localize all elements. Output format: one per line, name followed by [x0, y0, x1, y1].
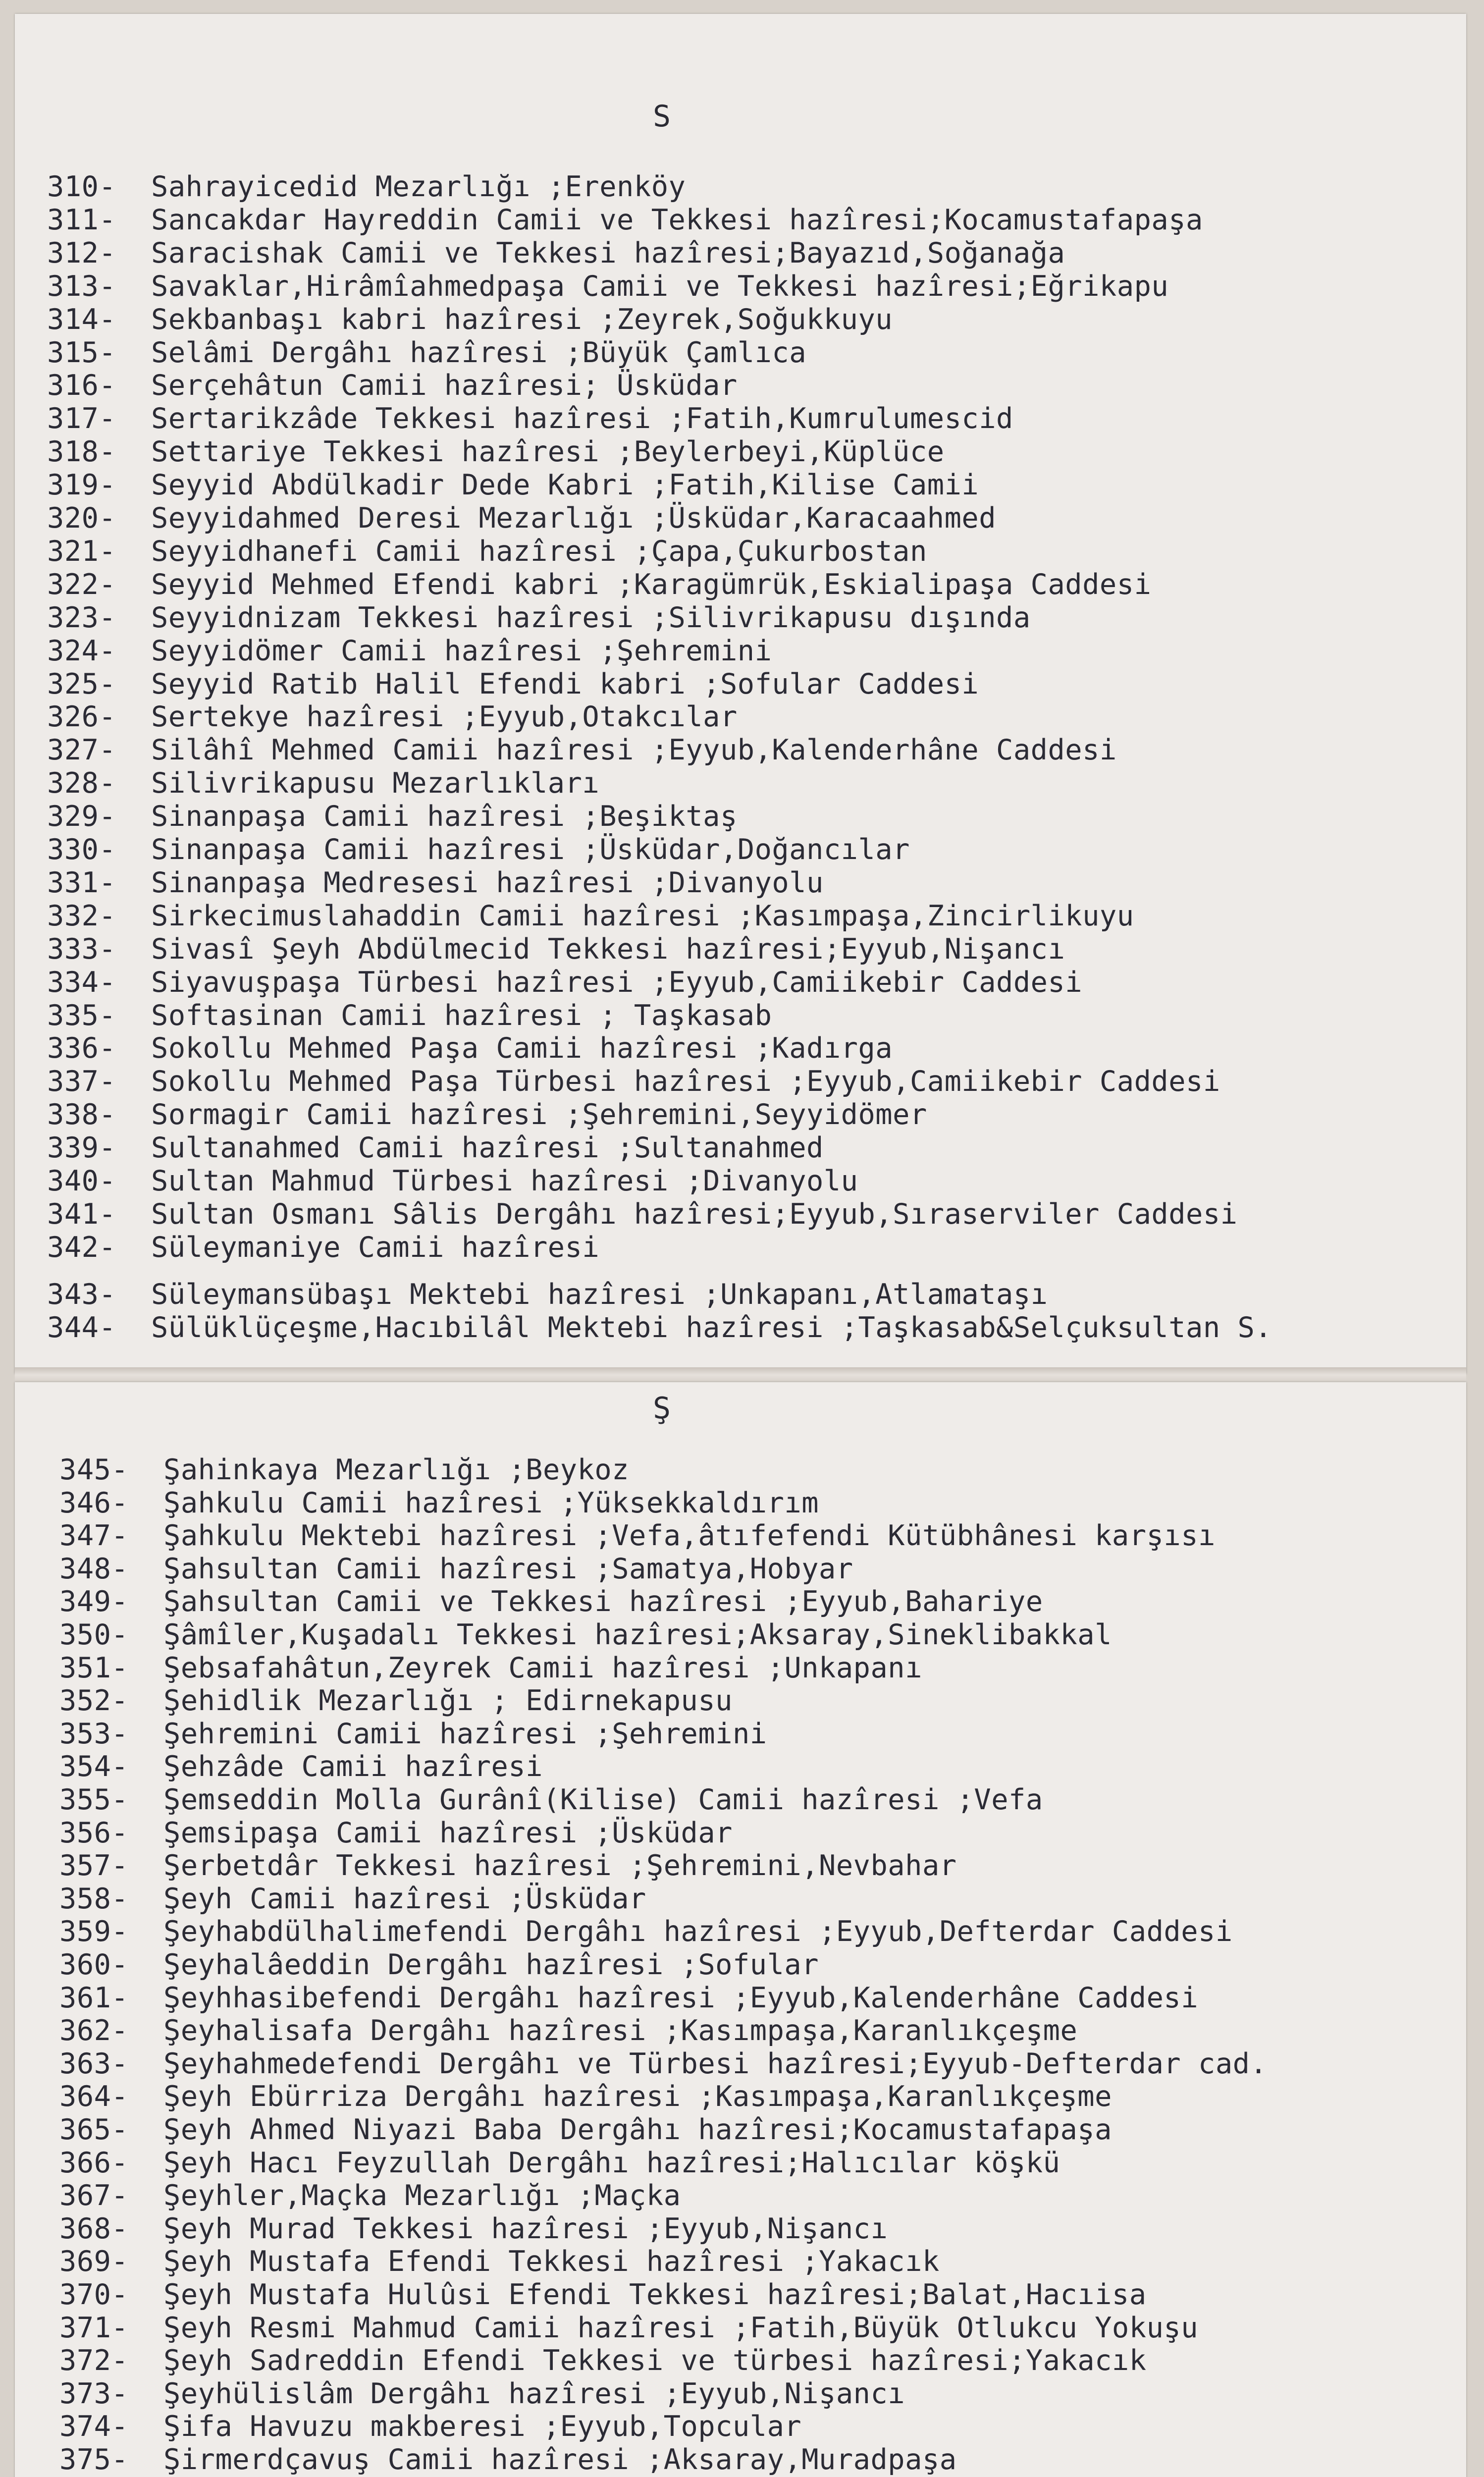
- entry-row: [59, 2444, 957, 2476]
- entry-text: Sirkecimuslahaddin Camii hazîresi ;Kasımpaşa,Zincirlikuyu: [151, 899, 1134, 932]
- entry-row: [59, 1487, 819, 1519]
- entry-number: 365-: [59, 2113, 129, 2146]
- entry-text: Sahrayicedid Mezarlığı ;Erenköy: [151, 170, 686, 203]
- entry-text: Şahkulu Camii hazîresi ;Yüksekkaldırım: [163, 1486, 819, 1519]
- entry-text: Seyyid Ratib Halil Efendi kabri ;Sofular Caddesi: [151, 667, 979, 700]
- entry-text: Süleymansübaşı Mektebi hazîresi ;Unkapanı,Atlamataşı: [151, 1278, 1048, 1311]
- entry-row: [47, 1066, 1220, 1097]
- entry-text: Şeyhhasibefendi Dergâhı hazîresi ;Eyyub,Kalenderhâne Caddesi: [163, 1981, 1199, 2014]
- entry-number: 338-: [47, 1098, 116, 1131]
- entry-row: [59, 1718, 767, 1750]
- entry-text: Seyyidömer Camii hazîresi ;Şehremini: [151, 634, 772, 667]
- entry-number: 324-: [47, 634, 116, 667]
- entry-row: [59, 2015, 1077, 2046]
- entry-number: 349-: [59, 1585, 129, 1618]
- entry-text: Seyyid Abdülkadir Dede Kabri ;Fatih,Kilise Camii: [151, 469, 979, 502]
- entry-text: Sertekye hazîresi ;Eyyub,Otakcılar: [151, 700, 738, 734]
- entry-row: [47, 767, 599, 799]
- entry-text: Şeyhülislâm Dergâhı hazîresi ;Eyyub,Nişancı: [163, 2377, 905, 2410]
- entry-number: 364-: [59, 2080, 129, 2113]
- entry-row: [47, 701, 738, 733]
- entry-number: 367-: [59, 2179, 129, 2212]
- entry-text: Şehidlik Mezarlığı ; Edirnekapusu: [163, 1684, 733, 1718]
- entry-row: [47, 436, 945, 468]
- entry-row: [47, 867, 824, 899]
- entry-text: Şahkulu Mektebi hazîresi ;Vefa,âtıfefendi Kütübhânesi karşısı: [163, 1519, 1216, 1553]
- entry-number: 320-: [47, 502, 116, 535]
- entry-row: [59, 1454, 629, 1486]
- entry-text: Sultanahmed Camii hazîresi ;Sultanahmed: [151, 1131, 824, 1165]
- entry-row: [59, 1685, 733, 1717]
- entry-text: Sokollu Mehmed Paşa Camii hazîresi ;Kadırga: [151, 1032, 893, 1065]
- entry-row: [59, 1751, 543, 1782]
- entry-number: 363-: [59, 2047, 129, 2080]
- entry-row: [59, 2246, 940, 2277]
- entry-text: Şeyhabdülhalimefendi Dergâhı hazîresi ;Eyyub,Defterdar Caddesi: [163, 1915, 1233, 1948]
- entry-number: 355-: [59, 1783, 129, 1816]
- entry-row: [47, 1032, 893, 1064]
- entry-number: 322-: [47, 568, 116, 601]
- entry-text: Sertarikzâde Tekkesi hazîresi ;Fatih,Kumrulumescid: [151, 402, 1013, 435]
- entry-number: 310-: [47, 170, 116, 203]
- entry-row: [47, 1132, 824, 1164]
- entry-text: Softasinan Camii hazîresi ; Taşkasab: [151, 999, 772, 1032]
- entry-text: Şeyh Sadreddin Efendi Tekkesi ve türbesi hazîresi;Yakacık: [163, 2344, 1147, 2377]
- entry-number: 323-: [47, 601, 116, 634]
- entry-row: [59, 1817, 733, 1849]
- entry-row: [59, 2180, 681, 2211]
- entry-text: Şeyh Ahmed Niyazi Baba Dergâhı hazîresi;Kocamustafapaşa: [163, 2113, 1112, 2146]
- entry-number: 346-: [59, 1486, 129, 1519]
- entry-text: Şeyhler,Maçka Mezarlığı ;Maçka: [163, 2179, 681, 2212]
- entry-number: 312-: [47, 236, 116, 269]
- entry-row: [47, 801, 738, 832]
- entry-row: [59, 1619, 1112, 1651]
- entry-text: Süleymaniye Camii hazîresi: [151, 1231, 600, 1264]
- entry-text: Seyyidahmed Deresi Mezarlığı ;Üsküdar,Karacaahmed: [151, 502, 997, 535]
- entry-text: Şehzâde Camii hazîresi: [163, 1750, 543, 1783]
- entry-number: 361-: [59, 1981, 129, 2014]
- paper-fold: [15, 1367, 1466, 1384]
- entry-row: [47, 502, 996, 534]
- entry-text: Seyyid Mehmed Efendi kabri ;Karagümrük,Eskialipaşa Caddesi: [151, 568, 1152, 601]
- entry-row: [47, 337, 806, 369]
- entry-number: 336-: [47, 1032, 116, 1065]
- entry-row: [59, 2081, 1112, 2112]
- entry-text: Şeyhalâeddin Dergâhı hazîresi ;Sofular: [163, 1948, 819, 1981]
- entry-text: Şahsultan Camii ve Tekkesi hazîresi ;Eyyub,Bahariye: [163, 1585, 1043, 1618]
- entry-row: [47, 602, 1031, 634]
- entry-row: [47, 1232, 599, 1263]
- entry-text: Seyyidhanefi Camii hazîresi ;Çapa,Çukurbostan: [151, 535, 927, 568]
- entry-number: 314-: [47, 303, 116, 336]
- entry-number: 331-: [47, 866, 116, 899]
- entry-row: [47, 834, 910, 865]
- entry-row: [47, 967, 1082, 998]
- entry-text: Şerbetdâr Tekkesi hazîresi ;Şehremini,Nevbahar: [163, 1849, 957, 1883]
- entry-number: 350-: [59, 1618, 129, 1651]
- entry-row: [59, 2279, 1147, 2311]
- entry-row: [47, 536, 927, 567]
- entry-number: 354-: [59, 1750, 129, 1783]
- entry-number: 318-: [47, 435, 116, 469]
- entry-number: 341-: [47, 1197, 116, 1231]
- entry-row: [59, 1652, 922, 1684]
- entry-row: [59, 1520, 1216, 1552]
- entry-text: Şifa Havuzu makberesi ;Eyyub,Topcular: [163, 2410, 802, 2443]
- entry-number: 351-: [59, 1651, 129, 1684]
- entry-number: 357-: [59, 1849, 129, 1883]
- entry-row: [59, 2147, 1060, 2179]
- entry-number: 371-: [59, 2311, 129, 2344]
- entry-row: [59, 1850, 957, 1882]
- entry-row: [47, 900, 1134, 932]
- entry-number: 344-: [47, 1311, 116, 1344]
- entry-number: 327-: [47, 734, 116, 767]
- entry-text: Sülüklüçeşme,Hacıbilâl Mektebi hazîresi ;Taşkasab&Selçuksultan S.: [151, 1311, 1272, 1344]
- entry-text: Şemsipaşa Camii hazîresi ;Üsküdar: [163, 1816, 733, 1849]
- entry-text: Sormagir Camii hazîresi ;Şehremini,Seyyidömer: [151, 1098, 927, 1131]
- entry-row: [59, 2213, 888, 2245]
- entry-row: [59, 2378, 905, 2410]
- entry-number: 317-: [47, 402, 116, 435]
- entry-text: Selâmi Dergâhı hazîresi ;Büyük Çamlıca: [151, 336, 807, 369]
- entry-number: 319-: [47, 469, 116, 502]
- entry-number: 347-: [59, 1519, 129, 1553]
- entry-row: [47, 734, 1117, 766]
- entry-row: [47, 1165, 858, 1197]
- entry-number: 370-: [59, 2278, 129, 2311]
- entry-number: 360-: [59, 1948, 129, 1981]
- entry-text: Şâmîler,Kuşadalı Tekkesi hazîresi;Aksaray,Sineklibakkal: [163, 1618, 1112, 1651]
- entry-text: Sokollu Mehmed Paşa Türbesi hazîresi ;Eyyub,Camiikebir Caddesi: [151, 1065, 1220, 1098]
- entry-row: [59, 2048, 1267, 2080]
- entry-number: 332-: [47, 899, 116, 932]
- entry-row: [47, 1099, 927, 1131]
- entry-row: [47, 1000, 772, 1031]
- entry-number: 342-: [47, 1231, 116, 1264]
- entry-text: Şeyh Mustafa Hulûsi Efendi Tekkesi hazîresi;Balat,Hacıisa: [163, 2278, 1147, 2311]
- entry-row: [47, 403, 1013, 434]
- entry-text: Şeyh Ebürriza Dergâhı hazîresi ;Kasımpaşa,Karanlıkçeşme: [163, 2080, 1112, 2113]
- entry-number: 345-: [59, 1454, 129, 1486]
- entry-text: Silâhî Mehmed Camii hazîresi ;Eyyub,Kalenderhâne Caddesi: [151, 734, 1117, 767]
- entry-row: [47, 1312, 1272, 1344]
- entry-number: 352-: [59, 1684, 129, 1718]
- entry-row: [59, 1949, 819, 1981]
- entry-number: 337-: [47, 1065, 116, 1098]
- entry-number: 321-: [47, 535, 116, 568]
- entry-number: 328-: [47, 767, 116, 800]
- entry-row: [59, 2345, 1147, 2376]
- entry-row: [59, 2114, 1112, 2146]
- entry-text: Seyyidnizam Tekkesi hazîresi ;Silivrikapusu dışında: [151, 601, 1031, 634]
- entry-text: Sinanpaşa Medresesi hazîresi ;Divanyolu: [151, 866, 824, 899]
- entry-number: 368-: [59, 2212, 129, 2245]
- entry-text: Saracishak Camii ve Tekkesi hazîresi;Bayazıd,Soğanağa: [151, 236, 1065, 269]
- entry-row: [47, 237, 1065, 269]
- entry-number: 335-: [47, 999, 116, 1032]
- entry-text: Şeyhalisafa Dergâhı hazîresi ;Kasımpaşa,Karanlıkçeşme: [163, 2014, 1078, 2047]
- entry-row: [59, 2312, 1198, 2344]
- entry-row: [59, 1916, 1233, 1947]
- entry-text: Şahsultan Camii hazîresi ;Samatya,Hobyar: [163, 1552, 853, 1585]
- entry-number: 369-: [59, 2245, 129, 2278]
- entry-row: [47, 635, 772, 667]
- entry-row: [59, 1586, 1043, 1617]
- entry-number: 333-: [47, 932, 116, 966]
- entry-text: Şemseddin Molla Gurânî(Kilise) Camii hazîresi ;Vefa: [163, 1783, 1043, 1816]
- entry-row: [47, 569, 1151, 600]
- entry-row: [47, 1198, 1237, 1230]
- entry-number: 366-: [59, 2146, 129, 2179]
- entry-text: Şehremini Camii hazîresi ;Şehremini: [163, 1717, 767, 1750]
- entry-row: [47, 270, 1168, 302]
- entry-number: 326-: [47, 700, 116, 734]
- entry-number: 313-: [47, 269, 116, 303]
- entry-text: Şeyh Camii hazîresi ;Üsküdar: [163, 1882, 646, 1915]
- entry-text: Serçehâtun Camii hazîresi; Üsküdar: [151, 369, 738, 402]
- entry-number: 329-: [47, 800, 116, 833]
- entry-row: [47, 469, 979, 501]
- entry-text: Savaklar,Hirâmîahmedpaşa Camii ve Tekkesi hazîresi;Eğrikapu: [151, 269, 1169, 303]
- entry-number: 359-: [59, 1915, 129, 1948]
- entry-text: Şirmerdçavuş Camii hazîresi ;Aksaray,Muradpaşa: [163, 2443, 957, 2476]
- entry-number: 315-: [47, 336, 116, 369]
- entry-row: [59, 1982, 1198, 2014]
- entry-row: [59, 1784, 1043, 1816]
- entry-text: Şeyhahmedefendi Dergâhı ve Türbesi hazîresi;Eyyub-Defterdar cad.: [163, 2047, 1268, 2080]
- entry-number: 375-: [59, 2443, 129, 2476]
- entry-row: [47, 1279, 1048, 1310]
- entry-text: Settariye Tekkesi hazîresi ;Beylerbeyi,Küplüce: [151, 435, 945, 469]
- entry-text: Sinanpaşa Camii hazîresi ;Beşiktaş: [151, 800, 738, 833]
- entry-text: Sekbanbaşı kabri hazîresi ;Zeyrek,Soğukkuyu: [151, 303, 893, 336]
- entry-text: Silivrikapusu Mezarlıkları: [151, 767, 600, 800]
- entry-text: Sivasî Şeyh Abdülmecid Tekkesi hazîresi;Eyyub,Nişancı: [151, 932, 1065, 966]
- entry-row: [47, 933, 1065, 965]
- entry-number: 362-: [59, 2014, 129, 2047]
- entry-number: 356-: [59, 1816, 129, 1849]
- entry-number: 353-: [59, 1717, 129, 1750]
- entry-text: Şahinkaya Mezarlığı ;Beykoz: [163, 1454, 630, 1486]
- entry-number: 311-: [47, 203, 116, 236]
- entry-number: 373-: [59, 2377, 129, 2410]
- entry-text: Şeyh Resmi Mahmud Camii hazîresi ;Fatih,Büyük Otlukcu Yokuşu: [163, 2311, 1199, 2344]
- entry-number: 339-: [47, 1131, 116, 1165]
- entry-number: 340-: [47, 1165, 116, 1197]
- entry-row: [47, 171, 686, 203]
- entry-row: [59, 1883, 646, 1915]
- entry-text: Sinanpaşa Camii hazîresi ;Üsküdar,Doğancılar: [151, 833, 910, 866]
- entry-number: 330-: [47, 833, 116, 866]
- entry-row: [47, 668, 979, 700]
- entry-row: [59, 1553, 853, 1585]
- entry-text: Siyavuşpaşa Türbesi hazîresi ;Eyyub,Camiikebir Caddesi: [151, 966, 1083, 999]
- entry-row: [59, 2411, 801, 2442]
- entry-number: 374-: [59, 2410, 129, 2443]
- entry-text: Şeyh Murad Tekkesi hazîresi ;Eyyub,Nişancı: [163, 2212, 888, 2245]
- section-heading-s: S: [653, 99, 671, 134]
- entry-text: Sancakdar Hayreddin Camii ve Tekkesi hazîresi;Kocamustafapaşa: [151, 203, 1203, 236]
- entry-text: Sultan Mahmud Türbesi hazîresi ;Divanyolu: [151, 1165, 858, 1197]
- entry-row: [47, 304, 893, 335]
- entry-number: 343-: [47, 1278, 116, 1311]
- entry-text: Şebsafahâtun,Zeyrek Camii hazîresi ;Unkapanı: [163, 1651, 922, 1684]
- entry-number: 348-: [59, 1552, 129, 1585]
- entry-number: 358-: [59, 1882, 129, 1915]
- entry-number: 325-: [47, 667, 116, 700]
- entry-row: [47, 370, 738, 401]
- entry-text: Şeyh Hacı Feyzullah Dergâhı hazîresi;Halıcılar köşkü: [163, 2146, 1060, 2179]
- section-heading-sh: Ş: [653, 1391, 671, 1426]
- entry-number: 316-: [47, 369, 116, 402]
- entry-number: 334-: [47, 966, 116, 999]
- entry-text: Şeyh Mustafa Efendi Tekkesi hazîresi ;Yakacık: [163, 2245, 940, 2278]
- entry-text: Sultan Osmanı Sâlis Dergâhı hazîresi;Eyyub,Sıraserviler Caddesi: [151, 1197, 1238, 1231]
- entry-row: [47, 204, 1203, 236]
- entry-number: 372-: [59, 2344, 129, 2377]
